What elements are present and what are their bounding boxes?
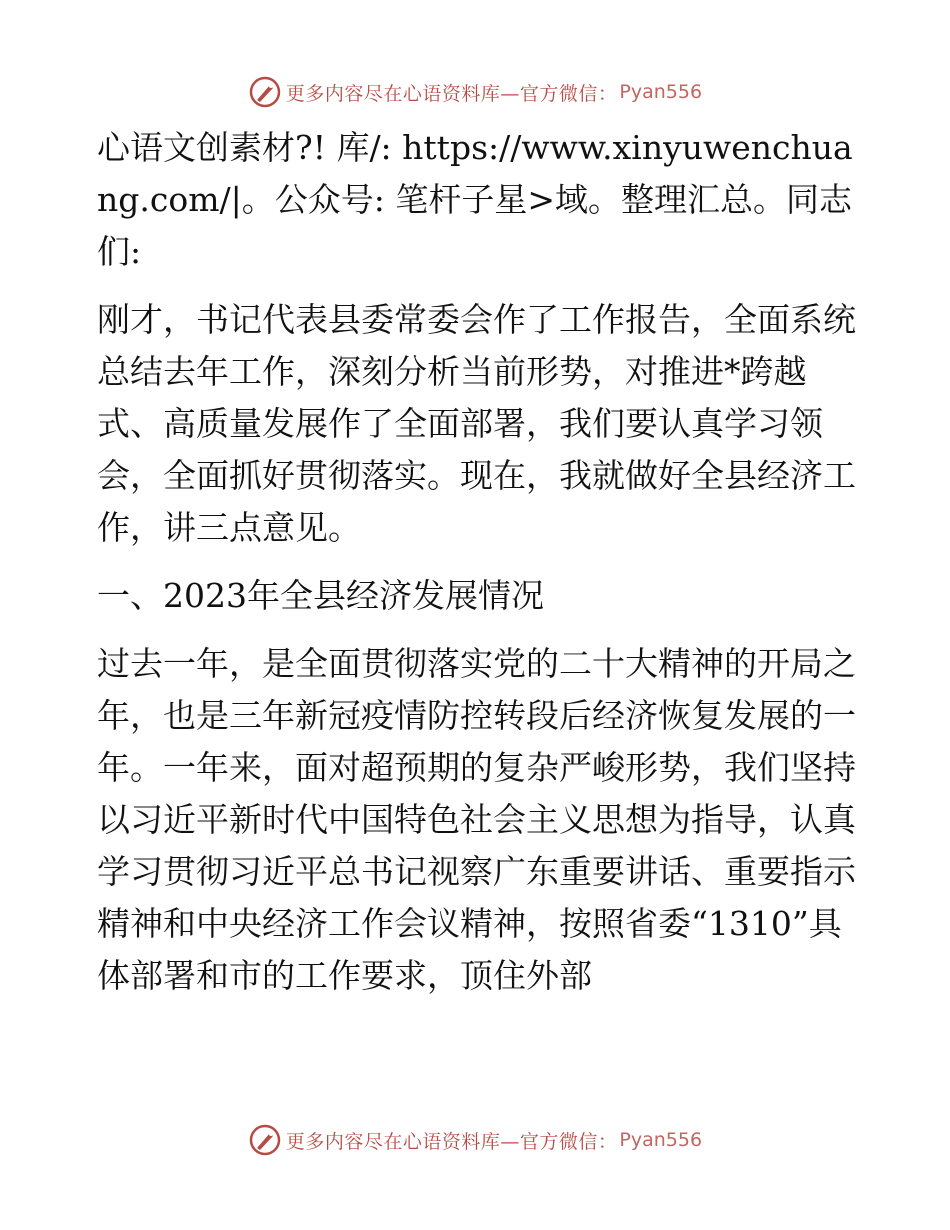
- watermark-banner-top: [0, 72, 950, 112]
- wechat-id: Pyan556: [619, 1129, 703, 1151]
- wechat-id: Pyan556: [619, 81, 703, 103]
- body-paragraph: 过去一年，是全面贯彻落实党的二十大精神的开局之年，也是三年新冠疫情防控转段后经济恢复发展的一年。一年来，面对超预期的复杂严峻形势，我们坚持以习近平新时代中国特色社会主义思想为指导，认真学习贯彻习近平总书记视察广东重要讲话、重要指示精神和中央经济工作会议精神，按照省委“1310”具体部署和市的工作要求，顶住外部: [97, 644, 856, 995]
- opening-paragraph: 刚才，书记代表县委常委会作了工作报告，全面系统总结去年工作，深刻分析当前形势，对推进*跨越式、高质量发展作了全面部署，我们要认真学习领会，全面抓好贯彻落实。现在，我就做好全县经济工作，讲三点意见。: [97, 300, 856, 547]
- intro-paragraph: 心语文创素材?! 库/: https://www.xinyuwenchuang.com/|。公众号: 笔杆子星>域。整理汇总。同志们:: [97, 128, 853, 271]
- section-heading: 一、2023年全县经济发展情况: [97, 576, 544, 615]
- banner-text: 更多内容尽在心语资料库—官方微信：: [285, 82, 618, 105]
- pen-logo-icon: [248, 1123, 282, 1157]
- watermark-banner-bottom: [0, 1120, 950, 1160]
- banner-text: 更多内容尽在心语资料库—官方微信：: [285, 1130, 618, 1153]
- document-body: [97, 122, 857, 1018]
- pen-logo-icon: [248, 75, 282, 109]
